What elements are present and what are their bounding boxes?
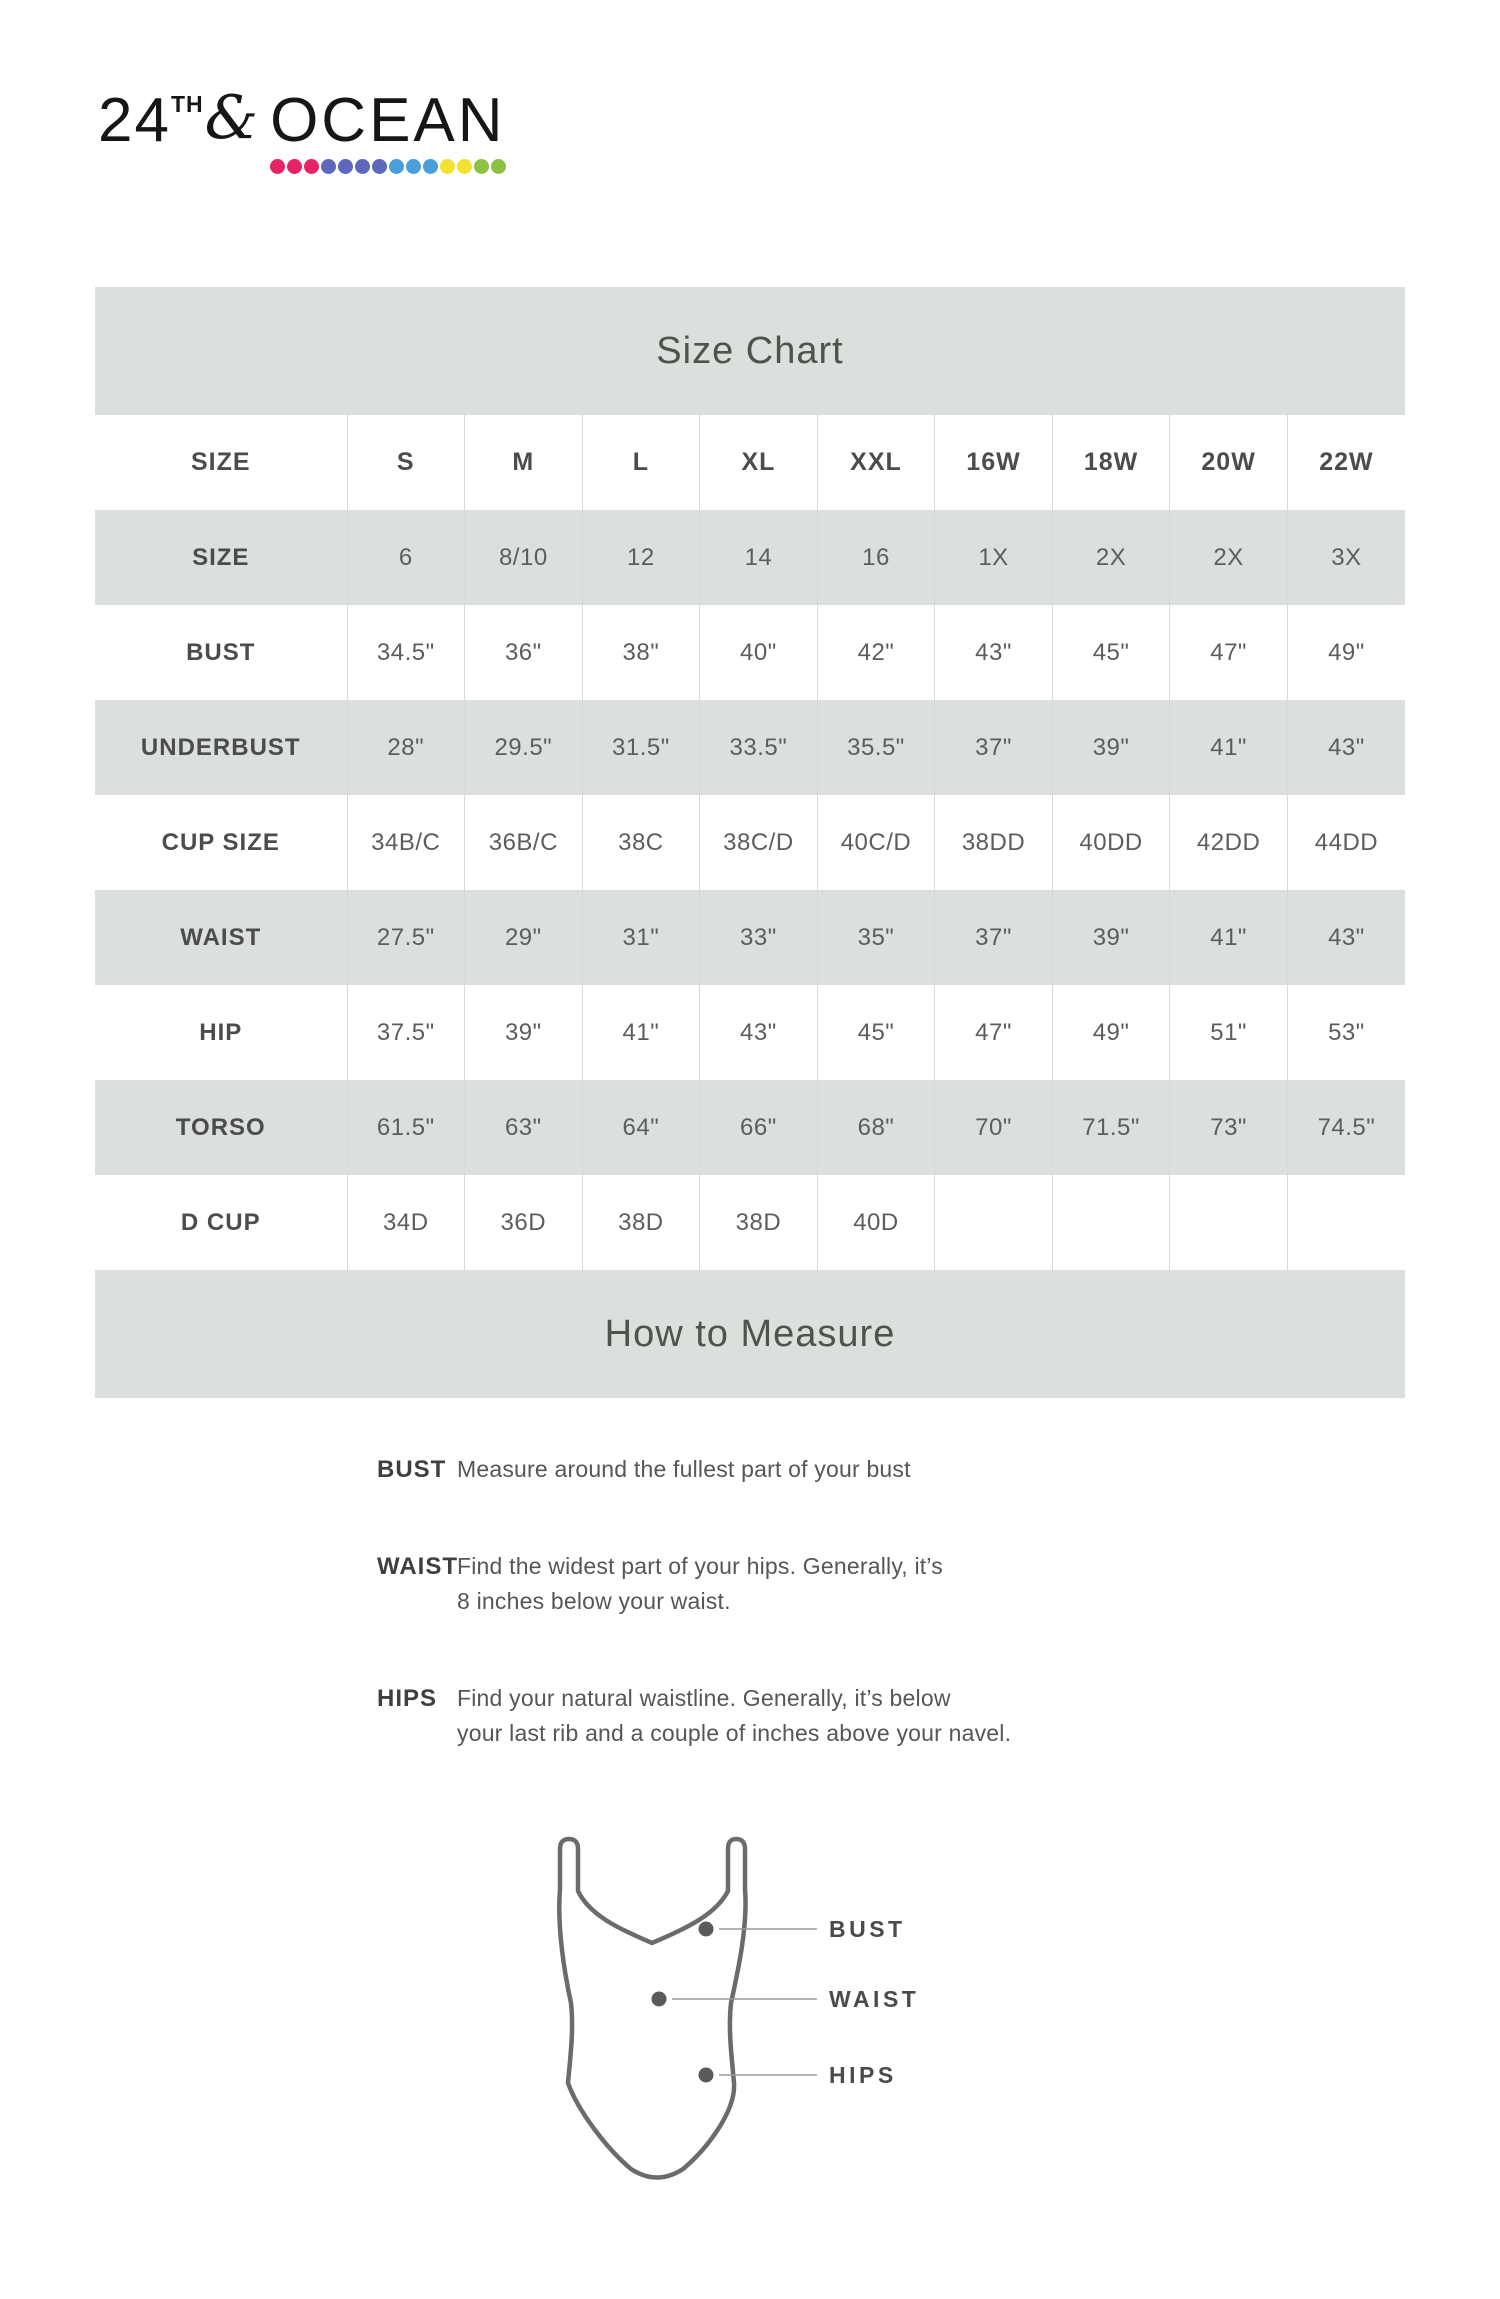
table-cell: 29.5"	[465, 700, 583, 795]
column-header-16w: 16W	[935, 415, 1053, 510]
table-row-bust	[95, 605, 1405, 700]
table-cell: 70"	[935, 1080, 1053, 1175]
table-cell: 31.5"	[582, 700, 700, 795]
size-chart-title: Size Chart	[95, 287, 1405, 415]
table-cell: 51"	[1170, 985, 1288, 1080]
row-label: SIZE	[95, 510, 347, 605]
brand-dot-8	[389, 159, 404, 174]
row-label: D CUP	[95, 1175, 347, 1270]
table-cell: 29"	[465, 890, 583, 985]
measure-guide-label: BUST	[377, 1456, 447, 1483]
brand-dot-5	[338, 159, 353, 174]
table-cell: 8/10	[465, 510, 583, 605]
table-cell: 34D	[347, 1175, 465, 1270]
table-cell: 61.5"	[347, 1080, 465, 1175]
swimsuit-diagram	[545, 1831, 1005, 2211]
table-cell: 35"	[817, 890, 935, 985]
table-row-cup-size	[95, 795, 1405, 890]
table-cell: 28"	[347, 700, 465, 795]
row-label: HIP	[95, 985, 347, 1080]
column-header-m: M	[465, 415, 583, 510]
table-cell: 37"	[935, 890, 1053, 985]
brand-dot-7	[372, 159, 387, 174]
table-cell: 35.5"	[817, 700, 935, 795]
table-cell: 37.5"	[347, 985, 465, 1080]
table-cell: 43"	[1328, 923, 1365, 951]
brand-dot-11	[440, 159, 455, 174]
hips-point	[699, 2068, 714, 2083]
measure-guide-item-waist	[377, 1549, 1237, 1619]
table-cell: 27.5"	[347, 890, 465, 985]
table-cell: 40"	[700, 605, 818, 700]
measure-guide-item-hips	[377, 1681, 1237, 1751]
table-cell	[935, 1175, 1053, 1270]
table-cell: 47"	[1170, 605, 1288, 700]
table-row-underbust	[95, 700, 1405, 795]
measure-guide-item-bust	[377, 1452, 1237, 1487]
table-cell	[1052, 1175, 1170, 1270]
row-label: WAIST	[95, 890, 347, 985]
table-cell: 39"	[465, 985, 583, 1080]
brand-dot-9	[406, 159, 421, 174]
diagram-waist-label: WAIST	[829, 1986, 920, 2012]
diagram-bust-label: BUST	[829, 1916, 906, 1942]
measure-guide-text: Measure around the fullest part of your bust	[457, 1456, 911, 1482]
table-cell: 53"	[1328, 1018, 1365, 1046]
table-cell: 42DD	[1170, 795, 1288, 890]
table-cell: 12	[582, 510, 700, 605]
column-header-22w: 22W	[1287, 415, 1405, 510]
brand-dot-3	[304, 159, 319, 174]
table-cell: 47"	[935, 985, 1053, 1080]
table-cell: 33"	[700, 890, 818, 985]
table-cell: 66"	[700, 1080, 818, 1175]
table-cell: 36D	[465, 1175, 583, 1270]
brand-logo	[98, 83, 506, 174]
measure-guide-label: WAIST	[377, 1553, 458, 1580]
table-row-d-cup	[95, 1175, 1405, 1270]
table-cell: 31"	[582, 890, 700, 985]
table-cell: 2X	[1170, 510, 1288, 605]
row-label: TORSO	[95, 1080, 347, 1175]
logo-number: 24	[98, 86, 171, 155]
size-chart-section	[95, 287, 1405, 1398]
brand-dot-12	[457, 159, 472, 174]
table-cell: 38C	[582, 795, 700, 890]
waist-point	[652, 1992, 667, 2007]
diagram-hips-label: HIPS	[829, 2062, 897, 2088]
table-cell: 14	[700, 510, 818, 605]
row-label: UNDERBUST	[95, 700, 347, 795]
column-header-20w: 20W	[1170, 415, 1288, 510]
table-cell: 36"	[465, 605, 583, 700]
logo-ampersand: &	[204, 83, 259, 153]
table-cell: 38D	[700, 1175, 818, 1270]
measure-guide-text: Find your natural waistline. Generally, it’s below your last rib and a couple of inches above your navel.	[457, 1685, 1012, 1746]
logo-word: OCEAN	[270, 86, 506, 155]
table-cell: 40DD	[1052, 795, 1170, 890]
brand-dot-1	[270, 159, 285, 174]
brand-dot-6	[355, 159, 370, 174]
column-header-xl: XL	[700, 415, 818, 510]
table-cell	[1170, 1175, 1288, 1270]
brand-dot-10	[423, 159, 438, 174]
column-header-18w: 18W	[1052, 415, 1170, 510]
table-cell: 49"	[1328, 638, 1365, 666]
table-cell: 64"	[582, 1080, 700, 1175]
column-header-s: S	[347, 415, 465, 510]
table-row-hip	[95, 985, 1405, 1080]
table-cell: 42"	[817, 605, 935, 700]
table-cell: 73"	[1170, 1080, 1288, 1175]
table-cell: 33.5"	[700, 700, 818, 795]
table-cell: 16	[817, 510, 935, 605]
how-to-measure-title: How to Measure	[95, 1270, 1405, 1398]
column-header-xxl: XXL	[817, 415, 935, 510]
table-cell: 63"	[465, 1080, 583, 1175]
table-cell: 38DD	[935, 795, 1053, 890]
logo-ordinal: TH	[170, 91, 204, 117]
table-cell: 2X	[1052, 510, 1170, 605]
column-header-l: L	[582, 415, 700, 510]
table-cell: 39"	[1052, 890, 1170, 985]
size-chart-table	[95, 415, 1405, 1270]
table-cell: 38"	[582, 605, 700, 700]
bust-point	[699, 1922, 714, 1937]
swimsuit-outline	[559, 1839, 745, 2178]
brand-dot-14	[491, 159, 506, 174]
table-cell: 40D	[817, 1175, 935, 1270]
measure-guide	[377, 1452, 1237, 1813]
table-cell: 38D	[582, 1175, 700, 1270]
table-cell: 41"	[1170, 700, 1288, 795]
table-cell: 43"	[1328, 733, 1365, 761]
table-cell: 49"	[1052, 985, 1170, 1080]
table-cell: 38C/D	[700, 795, 818, 890]
table-row-torso	[95, 1080, 1405, 1175]
column-header-size: SIZE	[95, 415, 347, 510]
measure-guide-label: HIPS	[377, 1685, 438, 1712]
table-cell: 34B/C	[347, 795, 465, 890]
size-chart-header-row	[95, 415, 1405, 510]
table-cell: 41"	[582, 985, 700, 1080]
row-label: BUST	[95, 605, 347, 700]
brand-dot-4	[321, 159, 336, 174]
brand-dot-2	[287, 159, 302, 174]
measure-guide-text: Find the widest part of your hips. Generally, it’s 8 inches below your waist.	[457, 1553, 943, 1614]
table-cell: 36B/C	[465, 795, 583, 890]
table-cell: 44DD	[1314, 828, 1379, 856]
table-cell: 6	[347, 510, 465, 605]
brand-color-dots	[98, 159, 506, 174]
table-cell: 45"	[1052, 605, 1170, 700]
table-cell: 34.5"	[347, 605, 465, 700]
table-cell: 71.5"	[1052, 1080, 1170, 1175]
row-label: CUP SIZE	[95, 795, 347, 890]
table-cell: 43"	[935, 605, 1053, 700]
table-row-waist	[95, 890, 1405, 985]
brand-dot-13	[474, 159, 489, 174]
brand-logo-text	[98, 83, 506, 155]
table-cell: 40C/D	[817, 795, 935, 890]
table-cell: 43"	[700, 985, 818, 1080]
table-cell: 41"	[1170, 890, 1288, 985]
table-cell: 74.5"	[1317, 1113, 1376, 1141]
table-cell: 3X	[1331, 543, 1362, 571]
table-row-size	[95, 510, 1405, 605]
table-cell: 1X	[935, 510, 1053, 605]
table-cell: 45"	[817, 985, 935, 1080]
table-cell: 37"	[935, 700, 1053, 795]
table-cell: 68"	[817, 1080, 935, 1175]
table-cell	[1287, 1175, 1405, 1270]
table-cell: 39"	[1052, 700, 1170, 795]
